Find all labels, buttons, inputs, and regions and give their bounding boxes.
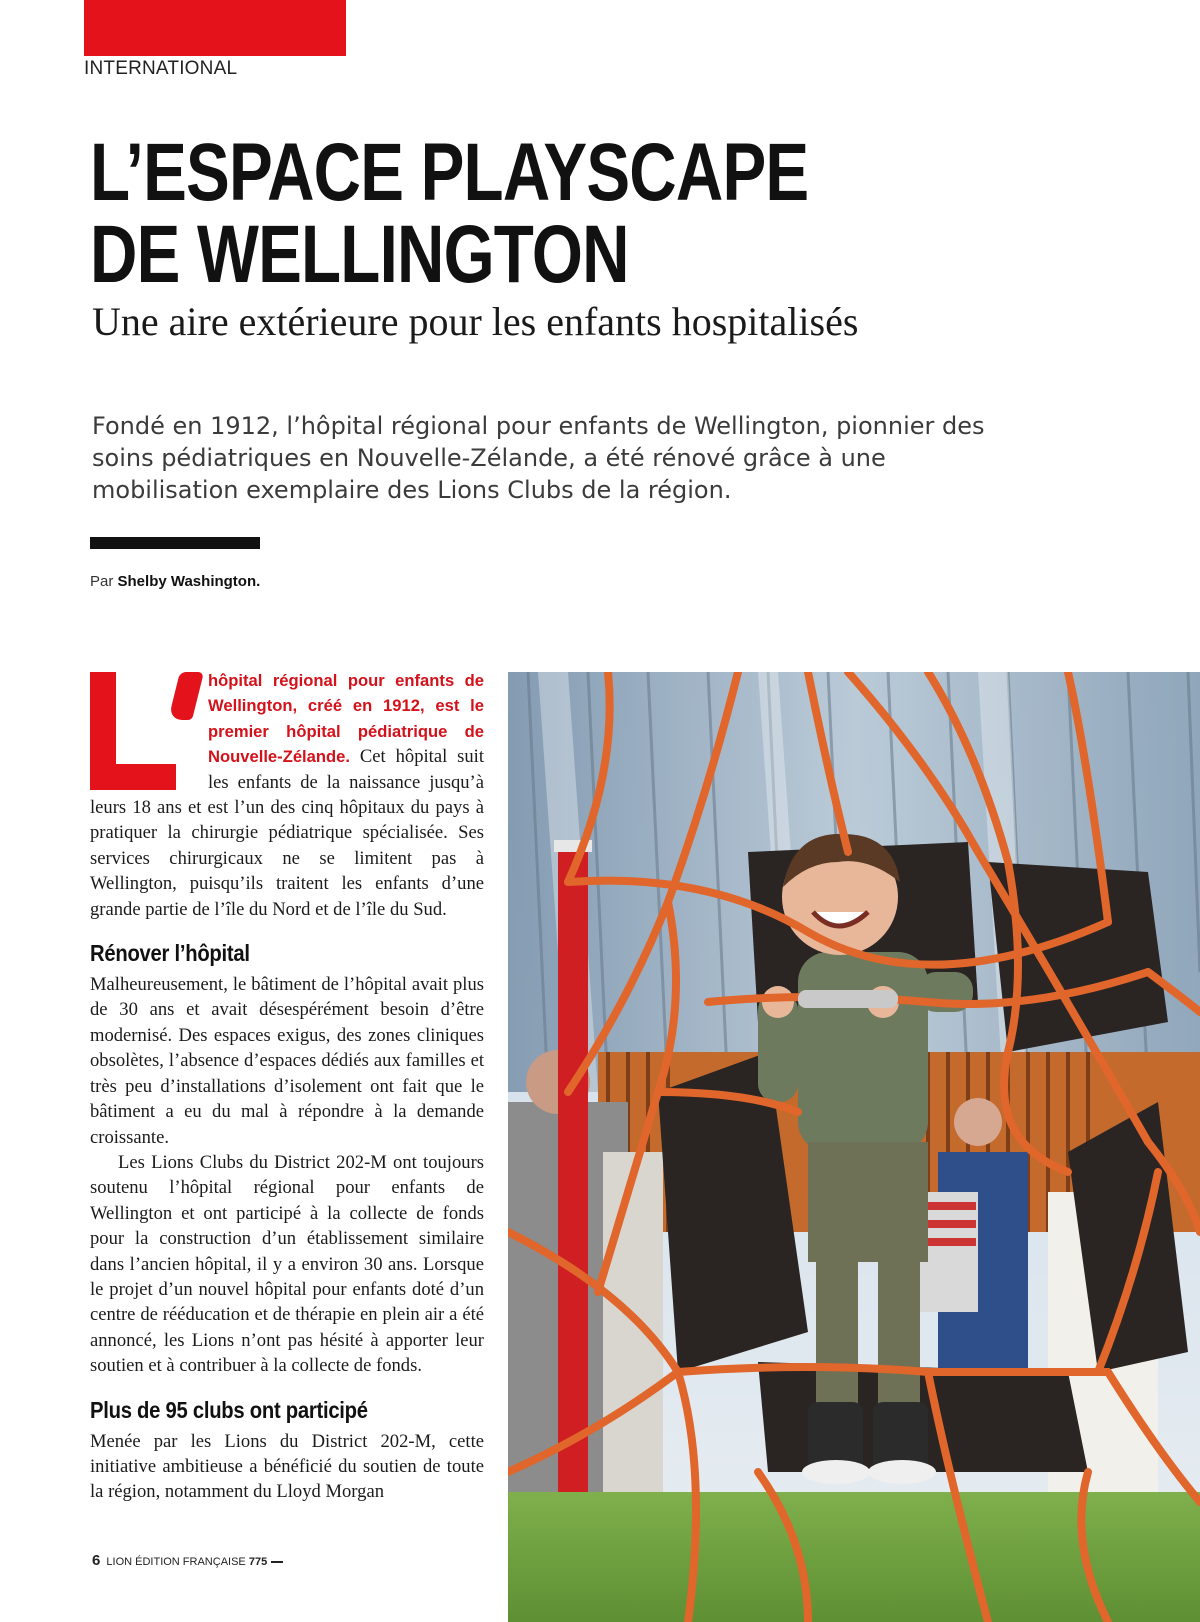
intro-paragraph: Fondé en 1912, l’hôpital régional pour enfants de Wellington, pionnier des soins pédiatriques en Nouvelle-Zélande, a été rénové grâce à une mobilisation exemplaire des Lions Clubs de la région. (92, 412, 985, 504)
section-heading-renover: Rénover l’hôpital (90, 940, 250, 967)
subtitle: Une aire extérieure pour les enfants hospitalisés (92, 299, 859, 344)
divider-rule (90, 537, 260, 549)
lead-highlight: hôpital régional pour enfants de Wellington, créé en 1912, est le premier hôpital pédiatrique de Nouvelle-Zélande. (208, 671, 484, 767)
byline-prefix: Par (90, 573, 114, 590)
paragraph-2: Malheureusement, le bâtiment de l’hôpital avait plus de 30 ans et avait désespérément besoin d’être modernisé. Des espaces exigus, des zones cliniques obsolètes, l’absence d’espaces dédiés aux familles et très peu d’installations d’isolement ont fait que le bâtiment a eu du mal à répondre à la demande croissante. (90, 974, 484, 1148)
publication-name: LION ÉDITION FRANÇAISE (106, 1556, 246, 1568)
playground-photo (508, 672, 1200, 1622)
lead-text: Cet hôpital suit les enfants de la naissance jusqu’à leurs 18 ans et est l’un des cinq hôpitaux du pays à pratiquer la chirurgie pédiatrique spécialisée. Ses services chirurgicaux ne se limitent pas à Wellington, puisqu’ils traitent les enfants d’une grande partie de l’île du Nord et de l’île du Sud. (90, 746, 484, 920)
headline-line-1: L’ESPACE PLAYSCAPE (90, 127, 809, 218)
headline-line-2: DE WELLINGTON (90, 209, 629, 300)
paragraph-3: Les Lions Clubs du District 202-M ont toujours soutenu l’hôpital régional pour enfants de Wellington et ont participé à la collecte de fonds pour la construction d’un établissement similaire dans l’ancien hôpital, il y a environ 30 ans. Lorsque le projet d’un nouvel hôpital pour enfants doté d’un centre de rééducation et de thérapie en plein air a été annoncé, les Lions n’ont pas hésité à apporter leur soutien et à contribuer à la collecte de fonds. (90, 1151, 484, 1377)
byline (90, 573, 260, 590)
byline-author: Shelby Washington. (117, 573, 261, 590)
section-label: INTERNATIONAL (84, 58, 238, 79)
footer-dash (271, 1561, 283, 1563)
issue-number: 775 (248, 1556, 268, 1568)
paragraph-4: Menée par les Lions du District 202-M, cette initiative ambitieuse a bénéficié du soutien de toute la région, notamment du Lloyd Morgan (90, 1430, 484, 1503)
page-footer (92, 1552, 283, 1569)
article-body (90, 668, 484, 1505)
section-color-tab (84, 0, 346, 56)
section-heading-clubs: Plus de 95 clubs ont participé (90, 1396, 368, 1423)
headline (90, 127, 809, 300)
drop-cap (90, 672, 208, 794)
page-number: 6 (92, 1552, 101, 1569)
